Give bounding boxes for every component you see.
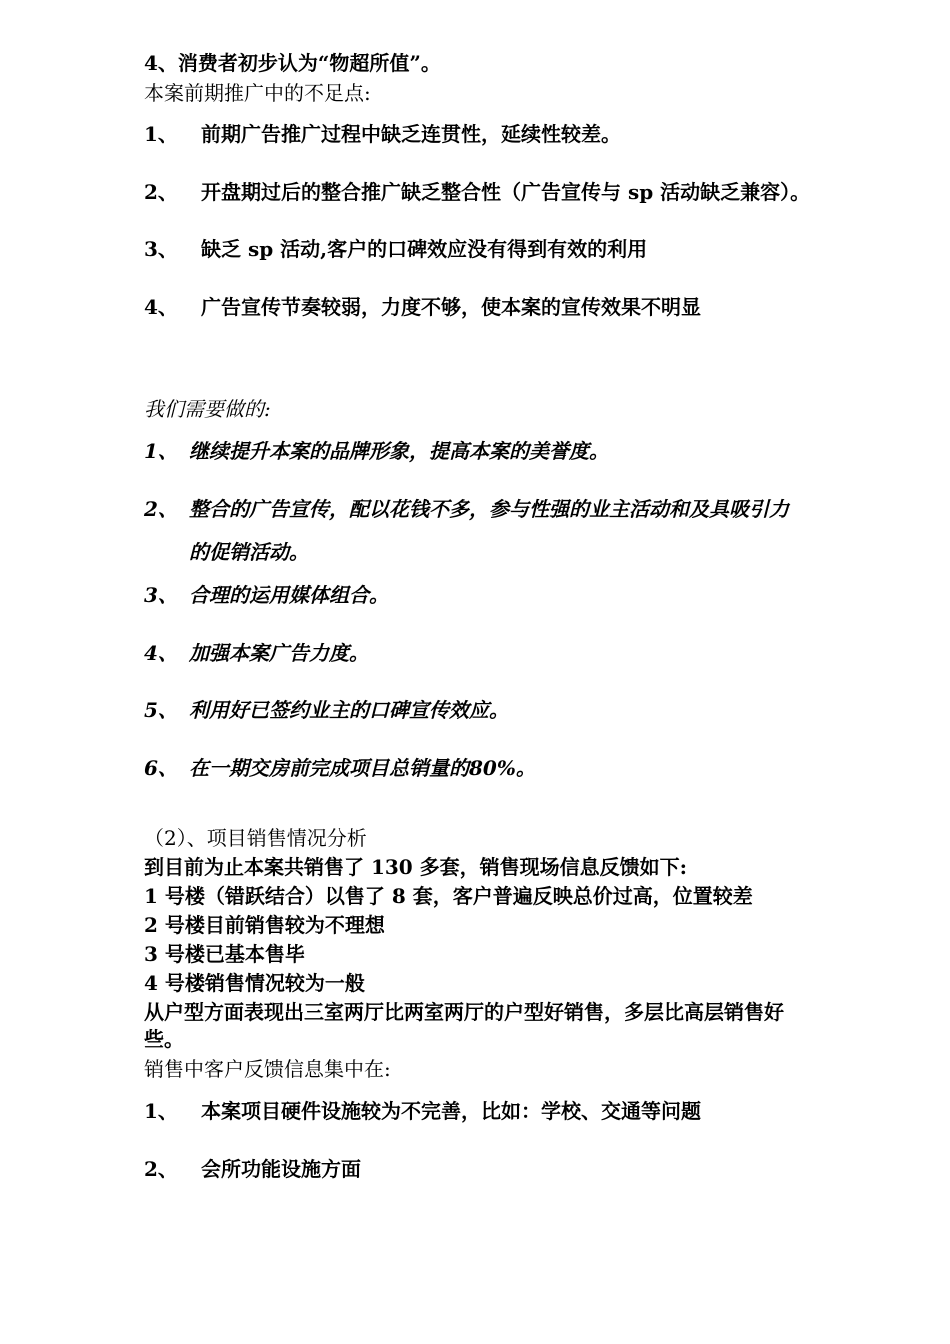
intro-point-4: 4、消费者初步认为“物超所值”。 bbox=[144, 51, 441, 75]
weakness-num-4: 4、 bbox=[144, 295, 178, 319]
todo-num-1: 1、 bbox=[144, 439, 178, 463]
todo-num-4: 4、 bbox=[144, 641, 178, 665]
todo-text-1: 继续提升本案的品牌形象，提高本案的美誉度。 bbox=[189, 439, 609, 463]
todo-text-6: 在一期交房前完成项目总销量的80%。 bbox=[189, 756, 536, 780]
sales-line-4: 3 号楼已基本售毕 bbox=[144, 942, 305, 966]
todo-text-2-cont: 的促销活动。 bbox=[189, 540, 309, 564]
sales-line-2: 1 号楼（错跃结合）以售了 8 套，客户普遍反映总价过高，位置较差 bbox=[144, 884, 753, 908]
weakness-heading: 本案前期推广中的不足点: bbox=[144, 81, 371, 105]
todo-num-3: 3、 bbox=[144, 583, 178, 607]
feedback-text-1: 本案项目硬件设施较为不完善，比如：学校、交通等问题 bbox=[201, 1099, 701, 1123]
todo-num-6: 6、 bbox=[144, 756, 178, 780]
feedback-num-1: 1、 bbox=[144, 1099, 178, 1123]
sales-heading: （2）、项目销售情况分析 bbox=[144, 826, 367, 850]
sales-line-6: 从户型方面表现出三室两厅比两室两厅的户型好销售，多层比高层销售好 bbox=[144, 1000, 784, 1024]
weakness-text-1: 前期广告推广过程中缺乏连贯性，延续性较差。 bbox=[201, 122, 621, 146]
todo-num-2: 2、 bbox=[144, 497, 178, 521]
weakness-text-3: 缺乏 sp 活动,客户的口碑效应没有得到有效的利用 bbox=[201, 237, 648, 261]
todo-text-2: 整合的广告宣传，配以花钱不多，参与性强的业主活动和及具吸引力 bbox=[189, 497, 789, 521]
weakness-num-2: 2、 bbox=[144, 180, 178, 204]
todo-num-5: 5、 bbox=[144, 698, 178, 722]
sales-line-7: 些。 bbox=[144, 1027, 184, 1051]
weakness-num-3: 3、 bbox=[144, 237, 178, 261]
feedback-text-2: 会所功能设施方面 bbox=[201, 1157, 361, 1181]
weakness-text-2: 开盘期过后的整合推广缺乏整合性（广告宣传与 sp 活动缺乏兼容）。 bbox=[201, 180, 811, 204]
feedback-heading: 销售中客户反馈信息集中在: bbox=[144, 1057, 391, 1081]
sales-line-3: 2 号楼目前销售较为不理想 bbox=[144, 913, 385, 937]
sales-line-5: 4 号楼销售情况较为一般 bbox=[144, 971, 365, 995]
weakness-text-4: 广告宣传节奏较弱，力度不够，使本案的宣传效果不明显 bbox=[201, 295, 701, 319]
weakness-num-1: 1、 bbox=[144, 122, 178, 146]
sales-line-1: 到目前为止本案共销售了 130 多套，销售现场信息反馈如下: bbox=[144, 855, 688, 879]
feedback-num-2: 2、 bbox=[144, 1157, 178, 1181]
todo-heading: 我们需要做的: bbox=[144, 397, 271, 421]
todo-text-3: 合理的运用媒体组合。 bbox=[189, 583, 389, 607]
todo-text-5: 利用好已签约业主的口碑宣传效应。 bbox=[189, 698, 509, 722]
todo-text-4: 加强本案广告力度。 bbox=[189, 641, 369, 665]
